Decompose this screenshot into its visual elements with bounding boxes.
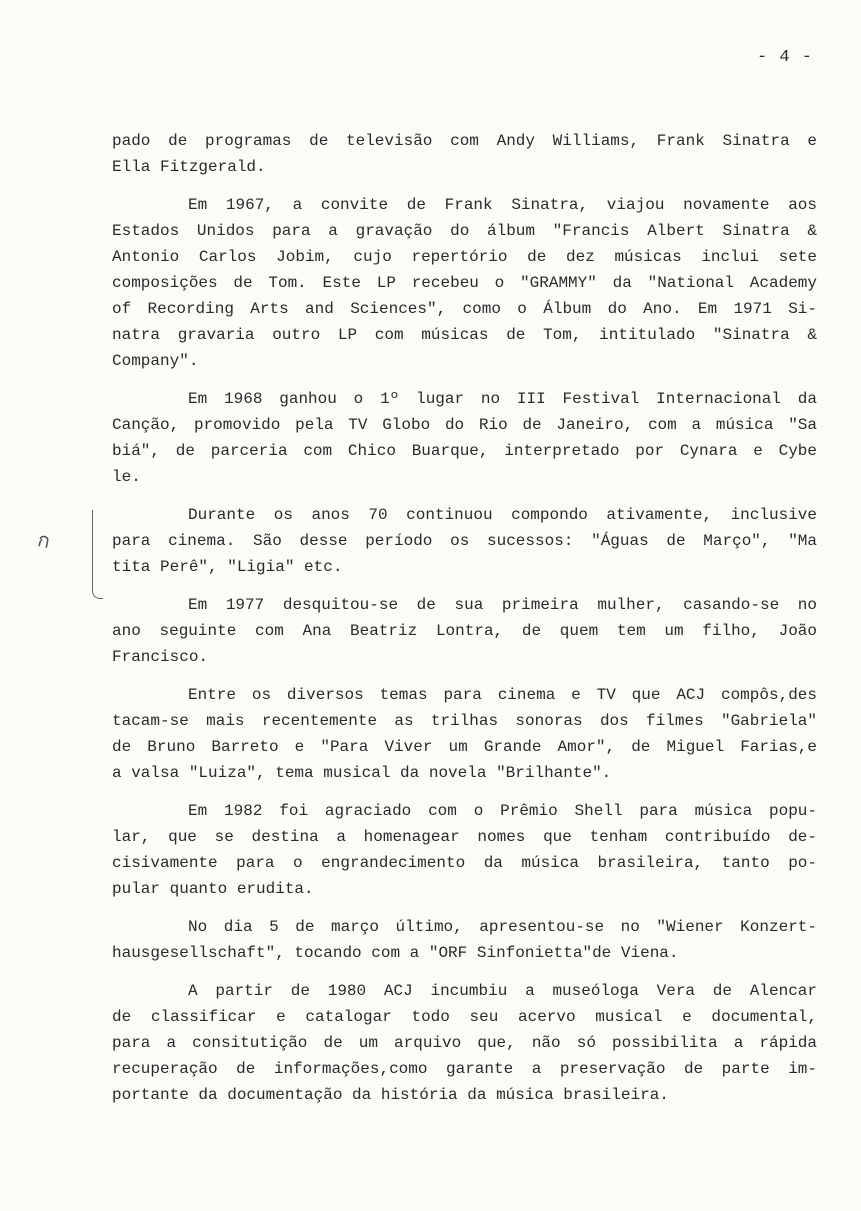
- paragraph-1: [112, 128, 817, 180]
- paragraph-line: para cinema. São desse período os sucessos: "Águas de Março", "Ma: [112, 532, 817, 550]
- paragraph-line: para a consitutição de um arquivo que, não só possibilita a rápida: [112, 1034, 817, 1052]
- paragraph-line: pular quanto erudita.: [112, 880, 314, 898]
- paragraph-line: Durante os anos 70 continuou compondo ativamente, inclusive: [188, 506, 817, 524]
- paragraph-6: [112, 682, 817, 786]
- paragraph-line: Em 1982 foi agraciado com o Prêmio Shell para música popu-: [188, 802, 817, 820]
- paragraph-line: cisivamente para o engrandecimento da música brasileira, tanto po-: [112, 854, 817, 872]
- paragraph-line: recuperação de informações,como garante a preservação de parte im-: [112, 1060, 817, 1078]
- paragraph-line: Company".: [112, 352, 199, 370]
- paragraph-line: Ella Fitzgerald.: [112, 158, 266, 176]
- margin-annotation-bracket: [92, 510, 103, 599]
- paragraph-line: hausgesellschaft", tocando com a "ORF Sinfonietta"de Viena.: [112, 944, 679, 962]
- paragraph-7: [112, 798, 817, 902]
- paragraph-9: [112, 978, 817, 1108]
- paragraph-line: Em 1968 ganhou o 1º lugar no III Festival Internacional da: [188, 390, 817, 408]
- paragraph-line: Entre os diversos temas para cinema e TV que ACJ compôs,des: [188, 686, 817, 704]
- paragraph-line: Em 1967, a convite de Frank Sinatra, viajou novamente aos: [188, 196, 817, 214]
- paragraph-line: portante da documentação da história da música brasileira.: [112, 1086, 669, 1104]
- paragraph-line: composições de Tom. Este LP recebeu o "GRAMMY" da "National Academy: [112, 274, 817, 292]
- paragraph-line: Canção, promovido pela TV Globo do Rio de Janeiro, com a música "Sa: [112, 416, 817, 434]
- paragraph-line: Em 1977 desquitou-se de sua primeira mulher, casando-se no: [188, 596, 817, 614]
- paragraph-2: [112, 192, 817, 374]
- paragraph-line: Antonio Carlos Jobim, cujo repertório de dez músicas inclui sete: [112, 248, 817, 266]
- paragraph-8: [112, 914, 817, 966]
- paragraph-line: Estados Unidos para a gravação do álbum "Francis Albert Sinatra &: [112, 222, 817, 240]
- paragraph-line: ano seguinte com Ana Beatriz Lontra, de quem tem um filho, João: [112, 622, 817, 640]
- margin-annotation-mark: ก: [35, 527, 53, 553]
- paragraph-line: A partir de 1980 ACJ incumbiu a museóloga Vera de Alencar: [188, 982, 817, 1000]
- paragraph-line: No dia 5 de março último, apresentou-se no "Wiener Konzert-: [188, 918, 817, 936]
- paragraph-line: de Bruno Barreto e "Para Viver um Grande Amor", de Miguel Farias,e: [112, 738, 817, 756]
- document-body: [112, 128, 817, 1120]
- page-number: - 4 -: [756, 48, 813, 67]
- paragraph-line: pado de programas de televisão com Andy Williams, Frank Sinatra e: [112, 132, 817, 150]
- paragraph-line: de classificar e catalogar todo seu acervo musical e documental,: [112, 1008, 817, 1026]
- paragraph-line: tacam-se mais recentemente as trilhas sonoras dos filmes "Gabriela": [112, 712, 817, 730]
- paragraph-line: le.: [112, 468, 141, 486]
- paragraph-line: tita Perê", "Ligia" etc.: [112, 558, 343, 576]
- paragraph-line: natra gravaria outro LP com músicas de Tom, intitulado "Sinatra &: [112, 326, 817, 344]
- paragraph-line: of Recording Arts and Sciences", como o Álbum do Ano. Em 1971 Si-: [112, 300, 817, 318]
- paragraph-line: biá", de parceria com Chico Buarque, interpretado por Cynara e Cybe: [112, 442, 817, 460]
- paragraph-line: Francisco.: [112, 648, 209, 666]
- paragraph-3: [112, 386, 817, 490]
- paragraph-line: lar, que se destina a homenagear nomes que tenham contribuído de-: [112, 828, 817, 846]
- paragraph-4: [112, 502, 817, 580]
- paragraph-5: [112, 592, 817, 670]
- paragraph-line: a valsa "Luiza", tema musical da novela "Brilhante".: [112, 764, 612, 782]
